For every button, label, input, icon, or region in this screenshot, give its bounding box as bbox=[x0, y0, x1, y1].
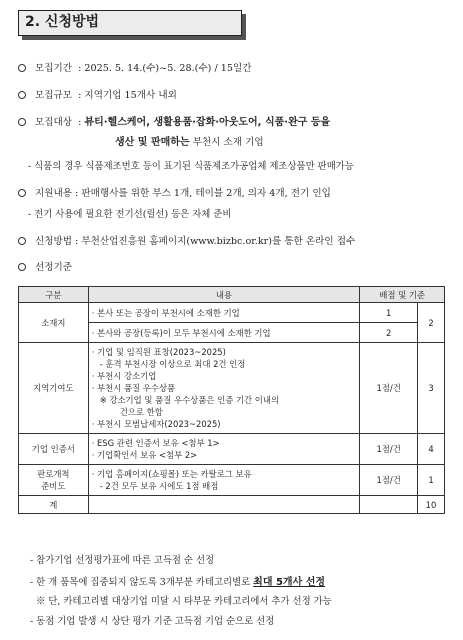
category-cell: 소재지 bbox=[19, 303, 89, 343]
category-cell: 지역기여도 bbox=[19, 343, 89, 434]
table-row-total bbox=[19, 496, 445, 514]
footer-note-2: - 한 개 품목에 집중되지 않도록 3개부분 카테고리별로 최대 5개사 선정 bbox=[30, 577, 326, 588]
score-cell: 2 bbox=[360, 323, 418, 343]
circle-bullet-icon bbox=[18, 263, 26, 271]
total-cell: 4 bbox=[418, 434, 445, 465]
note-power: - 전기 사용에 필요한 전기선(릴선) 등은 자체 준비 bbox=[28, 209, 232, 220]
footer-note-3: ※ 단, 카테고리별 대상기업 미달 시 타부문 카테고리에서 추가 선정 가능 bbox=[36, 596, 332, 607]
score-cell: 1 bbox=[360, 303, 418, 323]
circle-bullet-icon bbox=[18, 189, 26, 197]
item-support: 지원내용 : 판매행사를 위한 부스 1개, 테이블 2개, 의자 4개, 전기 인입 bbox=[18, 185, 331, 199]
score-cell: 1점/건 bbox=[360, 465, 418, 496]
total-cell: 10 bbox=[418, 496, 445, 514]
total-cell: 3 bbox=[418, 343, 445, 434]
header-score: 배점 및 기준 bbox=[360, 287, 445, 303]
section-title: 2. 신청방법 bbox=[18, 10, 242, 36]
total-cell: 2 bbox=[418, 303, 445, 343]
category-cell: 판로개척 준비도 bbox=[19, 465, 89, 496]
criteria-table bbox=[18, 286, 445, 514]
highlight-max-companies: 최대 5개사 선정 bbox=[253, 577, 326, 588]
item-apply-method: 신청방법 : 부천산업진흥원 홈페이지(www.bizbc.or.kr)를 통한 온라인 접수 bbox=[18, 233, 355, 247]
header-content: 내용 bbox=[88, 287, 360, 303]
category-cell: 계 bbox=[19, 496, 89, 514]
content-cell: · 기업 홈페이지(쇼핑몰) 또는 카탈로그 보유 - 2건 모두 보유 시에도 1점 배점 bbox=[88, 465, 360, 496]
score-cell: 1점/건 bbox=[360, 434, 418, 465]
footer-note-1: - 참가기업 선정평가표에 따른 고득점 순 선정 bbox=[30, 555, 215, 566]
content-cell: · 본사 또는 공장이 부천시에 소재한 기업 bbox=[88, 303, 360, 323]
item-recruit-period: 모집기간 : 2025. 5. 14.(수)~5. 28.(수) / 15일간 bbox=[18, 60, 251, 74]
table-row bbox=[19, 465, 445, 496]
circle-bullet-icon bbox=[18, 237, 26, 245]
total-cell: 1 bbox=[418, 465, 445, 496]
item-recruit-scale: 모집규모 : 지역기업 15개사 내외 bbox=[18, 87, 177, 101]
content-cell: · 기업 및 임직원 표창(2023~2025) - 훈격 부천시장 이상으로 최대 2건 인정 · 부천시 강소기업 · 부천시 품질 우수상품 ※ 강소기업 및 품질 우수상품은 인증 기간 이내의 건으로 한함 · 부천시 모범납세자(2023~2025) bbox=[88, 343, 360, 434]
score-cell: 1점/건 bbox=[360, 343, 418, 434]
table-header-row bbox=[19, 287, 445, 303]
item-recruit-target: 모집대상 : 뷰티·헬스케어, 생활용품·잡화·아웃도어, 식품·완구 등을 bbox=[18, 113, 330, 128]
category-cell: 기업 인증서 bbox=[19, 434, 89, 465]
table-row bbox=[19, 434, 445, 465]
header-category: 구분 bbox=[19, 287, 89, 303]
circle-bullet-icon bbox=[18, 64, 26, 72]
table-row bbox=[19, 343, 445, 434]
circle-bullet-icon bbox=[18, 91, 26, 99]
item-criteria: 선정기준 bbox=[18, 259, 75, 273]
circle-bullet-icon bbox=[18, 118, 26, 126]
content-cell bbox=[88, 496, 360, 514]
note-food: - 식품의 경우 식품제조번호 등이 표기된 식품제조가공업체 제조상품만 판매가능 bbox=[28, 161, 354, 172]
item-recruit-target-cont: 생산 및 판매하는 부천시 소재 기업 bbox=[115, 137, 264, 148]
content-cell: · 본사와 공장(등록)이 모두 부천시에 소재한 기업 bbox=[88, 323, 360, 343]
content-cell: · ESG 관련 인증서 보유 <첨부 1> · 기업확인서 보유 <첨부 2> bbox=[88, 434, 360, 465]
table-row bbox=[19, 303, 445, 323]
score-cell bbox=[360, 496, 418, 514]
footer-note-4: - 동점 기업 발생 시 상단 평가 기준 고득점 기업 순으로 선정 bbox=[30, 616, 275, 627]
